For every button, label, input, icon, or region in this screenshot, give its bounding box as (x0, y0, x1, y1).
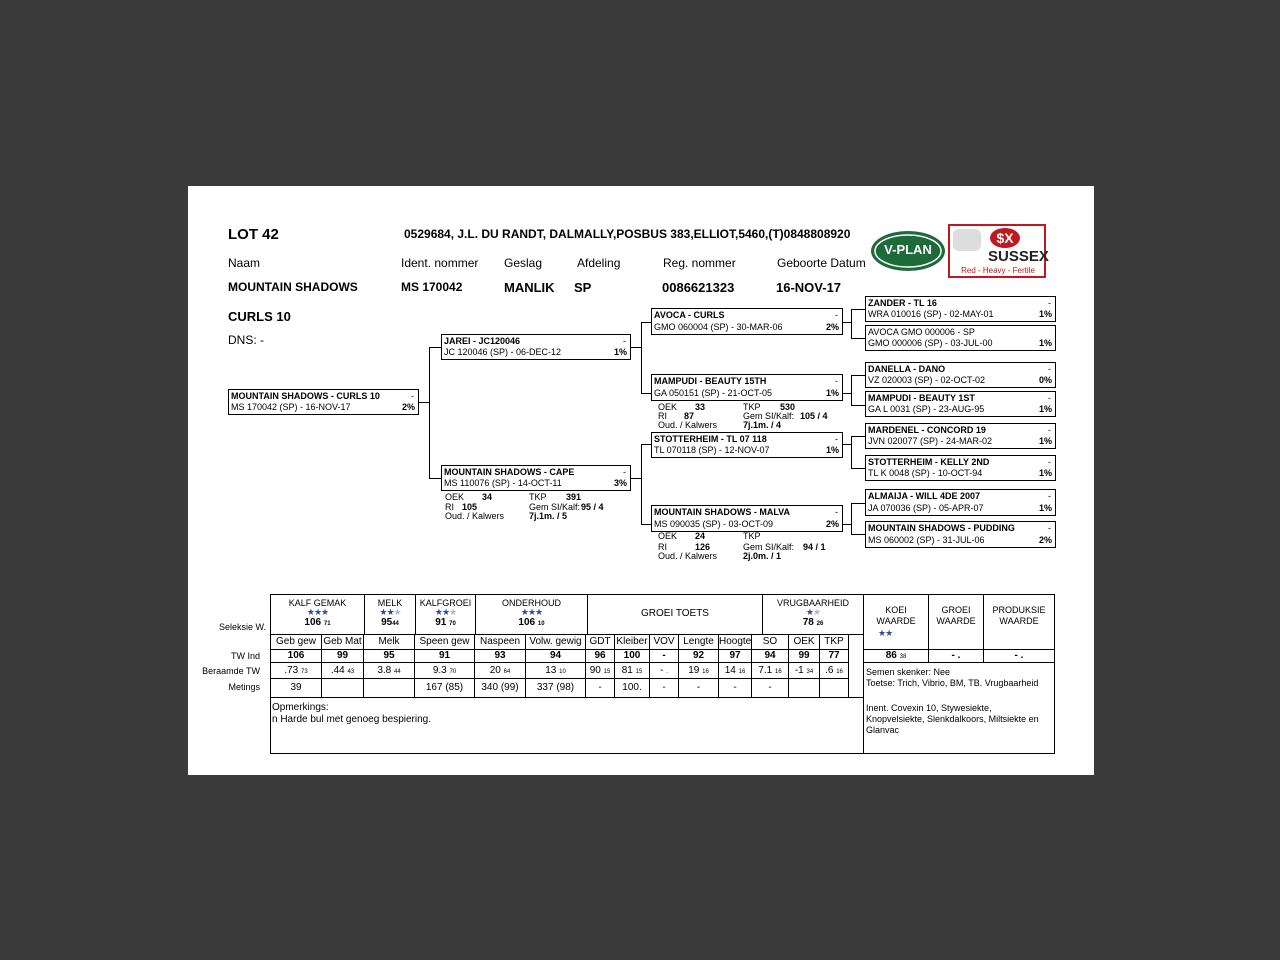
pedigree-dsd: STOTTERHEIM - KELLY 2ND - TL K 0048 (SP) - 10-OCT-94 1% (865, 455, 1056, 481)
twind-cell: 93 (474, 649, 526, 663)
row-label-metings: Metings (228, 682, 260, 692)
metings-cell: - (585, 678, 615, 698)
pedigree-sire: JAREI - JC120046 - JC 120046 (SP) - 06-DEC-12 1% (441, 334, 631, 360)
metings-cell: 167 (85) (414, 678, 475, 698)
pedigree-dds: ALMAIJA - WILL 4DE 2007 - JA 070036 (SP) - 05-APR-07 1% (865, 489, 1056, 516)
col-header: Kleiber (614, 634, 650, 650)
metings-cell (819, 678, 849, 698)
pedigree-ddd: MOUNTAIN SHADOWS - PUDDING - MS 060002 (SP) - 31-JUL-06 2% (865, 521, 1056, 548)
catalogue-sheet: LOT 42 0529684, J.L. DU RANDT, DALMALLY,POSBUS 383,ELLIOT,5460,(T)0848808920 Naam Ident. nommer Geslag Afdeling Reg. nommer Geboorte Datum MOUNTAIN SHADOWS MS 170042 MANLIK SP 0086621323 16-NOV-17 CURLS 10 DNS: - V-PLAN $X SUSSEX Red - Heavy - Fertile MOUNTAIN SHADOWS - CURLS 10 - MS 170042 (SP) - 16-NOV-17 2% JAREI - JC120046 - JC 120046 (SP) - 06-DEC-12 1% MOUNTAIN SHADOWS - CAPE - MS 110076 (SP) - 14-OCT-11 3% AVOCA - CURLS - GMO 060004 (SP) - 30-MAR-06 2% MAMPUDI - BEAUTY 15TH - GA 050151 (SP) - 21-OCT-05 1% STOTTERHEIM - TL 07 118 - TL 070118 (SP) - 12-NOV-07 1% MOUNTAIN SHADOWS - MALVA - MS 090035 (SP) - 03-OCT-09 2% ZANDER - TL 16 - WRA 010016 (SP) - 02-MAY-01 1% AVOCA GMO 000006 - SP GMO 000006 (SP) - 03-JUL-00 1% DANELLA - DANO - VZ 020003 (SP) - 02-OCT-02 0% MAMPUDI - BEAUTY 1ST - GA L 0031 (SP) - 23-AUG-95 1% MARDENEL - CONCORD 19 - JVN 020077 (SP) - 24-MAR-02 1% STOTTERHEIM - KELLY 2ND - TL K 0048 (SP) - 10-OCT-94 1% ALMAIJA - WILL 4DE 2007 - JA 070036 (SP) - 05-APR-07 1% MOUNTAIN SHADOWS - PUDDING - MS 060002 (SP) - 31-JUL-06 2% OEK 33 TKP 530 RI 87 Gem SI/Kalf: 105 / 4 Oud. / Kalwers 7j.1m. / 4 OEK 34 TKP 391 RI 105 Gem SI/Kalf: 95 / 4 Oud. / Kalwers 7j.1m. / 5 OEK 24 TKP RI 126 Gem SI/Kalf: 94 / 1 Oud. / Kalwers 2j.0m. / 1 Seleksie W. TW Ind Beraamde TW Metings Geb gew Geb Mat Melk Speen gew Naspeen Volw. gewig GDT Kleiber VOV Lengte Hoogte SO OEK TKP 106 99 95 91 93 94 96 100 - 92 97 94 99 77 .73 73 .44 43 3.8 44 9.3 70 20 64 13 10 90 15 81 15 - . 19 16 14 16 7.1 16 -1 34 .6 16 39 167 (85) 340 (99) 337 (98) - 100. - - - - KALF GEMAK ★★★ 106 71 MELK ★★★ 9544 KALFGROEI ★★★ 91 70 ONDERHOUD ★★★ 106 10 GROEI TOETS VRUGBAARHEID ★★ 78 26 KOEI WAARDE ★★ GROEI WAARDE PRODUKSIE WAARDE 86 38 - . - . Opmerkings: n Harde bul met genoeg bespiering. Semen skenker: Nee Toetse: Trich, Vibrio, BM, TB. Vrugbaarheid Inent. Covexin 10, Stywesiekte, Knopvelsiekte, Slenkdalkoors, Miltsiekte en Glanvac (188, 186, 1094, 775)
bull-head-icon (953, 229, 981, 251)
metings-cell (363, 678, 415, 698)
col-header: Volw. gewig (525, 634, 586, 650)
beraamde-cell: .73 73 (270, 662, 322, 679)
metings-cell: 340 (99) (474, 678, 526, 698)
metings-cell: - (751, 678, 789, 698)
label-ident: Ident. nommer (401, 256, 479, 270)
col-header: Geb Mat (321, 634, 364, 650)
value-reg: 0086621323 (662, 280, 735, 295)
opmerkings-box (270, 697, 864, 754)
pedigree-dam: MOUNTAIN SHADOWS - CAPE - MS 110076 (SP) - 14-OCT-11 3% (441, 465, 631, 491)
beraamde-cell: 14 16 (718, 662, 752, 679)
metings-cell (788, 678, 820, 698)
group-kalfgroei: KALFGROEI ★★★ 91 70 (415, 594, 476, 635)
produksie-twind-cell: - . (983, 649, 1055, 663)
sussex-badge: $X (990, 228, 1020, 248)
vplan-text: V-PLAN (884, 242, 932, 257)
row-label-beraamde: Beraamde TW (202, 666, 260, 676)
opmerkings-title: Opmerkings: (272, 702, 329, 713)
groei-twind-cell: - . (928, 649, 984, 663)
opmerkings-text: n Harde bul met genoeg bespiering. (272, 714, 431, 725)
beraamde-cell: 81 15 (614, 662, 650, 679)
label-reg: Reg. nommer (663, 256, 736, 270)
sussex-tagline: Red - Heavy - Fertile (961, 266, 1035, 275)
inent-text: Inent. Covexin 10, Stywesiekte, Knopvelsiekte, Slenkdalkoors, Miltsiekte en Glanvac (866, 703, 1039, 735)
col-header: SO (751, 634, 789, 650)
twind-cell: 92 (678, 649, 719, 663)
group-kalf-gemak: KALF GEMAK ★★★ 106 71 (270, 594, 365, 635)
col-header: Hoogte (718, 634, 752, 650)
pedigree-dam-sire: STOTTERHEIM - TL 07 118 - TL 070118 (SP) - 12-NOV-07 1% (651, 432, 843, 458)
beraamde-cell: 7.1 16 (751, 662, 789, 679)
twind-cell: 94 (751, 649, 789, 663)
pedigree-sss: ZANDER - TL 16 - WRA 010016 (SP) - 02-MAY-01 1% (865, 296, 1056, 322)
pedigree-dam-dam: MOUNTAIN SHADOWS - MALVA - MS 090035 (SP) - 03-OCT-09 2% (651, 505, 843, 532)
twind-cell: 96 (585, 649, 615, 663)
metings-cell: - (718, 678, 752, 698)
sussex-text: SUSSEX (988, 248, 1049, 265)
twind-cell: 100 (614, 649, 650, 663)
beraamde-cell: -1 34 (788, 662, 820, 679)
owner-line: 0529684, J.L. DU RANDT, DALMALLY,POSBUS 383,ELLIOT,5460,(T)0848808920 (404, 227, 851, 241)
metings-cell: 337 (98) (525, 678, 586, 698)
beraamde-cell: 19 16 (678, 662, 719, 679)
label-afdeling: Afdeling (577, 256, 621, 270)
label-naam: Naam (228, 256, 261, 270)
twind-cell: - (649, 649, 679, 663)
beraamde-cell: - . (649, 662, 679, 679)
pedigree-self: MOUNTAIN SHADOWS - CURLS 10 - MS 170042 (SP) - 16-NOV-17 2% (228, 389, 419, 415)
beraamde-cell: .6 16 (819, 662, 849, 679)
group-melk: MELK ★★★ 9544 (364, 594, 416, 635)
beraamde-cell: 20 64 (474, 662, 526, 679)
group-vrugbaarheid: VRUGBAARHEID ★★ 78 26 (762, 594, 864, 635)
twind-cell: 95 (363, 649, 415, 663)
metings-cell: 39 (270, 678, 322, 698)
semen-text: Semen skenker: Nee (866, 667, 951, 677)
value-geboorte: 16-NOV-17 (776, 280, 842, 295)
col-header: Lengte (678, 634, 719, 650)
twind-cell: 99 (788, 649, 820, 663)
twind-cell: 77 (819, 649, 849, 663)
group-produksie-waarde: PRODUKSIE WAARDE (983, 594, 1055, 650)
pedigree-sdd: MAMPUDI - BEAUTY 1ST - GA L 0031 (SP) - 23-AUG-95 1% (865, 391, 1056, 417)
group-koei-waarde: KOEI WAARDE ★★ (863, 594, 929, 650)
col-header: VOV (649, 634, 679, 650)
twind-cell: 91 (414, 649, 475, 663)
value-afdeling: SP (574, 280, 592, 295)
pedigree-sire-sire: AVOCA - CURLS - GMO 060004 (SP) - 30-MAR-06 2% (651, 308, 843, 335)
col-header: Naspeen (474, 634, 526, 650)
col-header: OEK (788, 634, 820, 650)
beraamde-cell: 13 10 (525, 662, 586, 679)
health-info-box (863, 662, 1055, 754)
beraamde-cell: 9.3 70 (414, 662, 475, 679)
toetse-text: Toetse: Trich, Vibrio, BM, TB. Vrugbaarheid (866, 678, 1039, 688)
pedigree-sire-dam: MAMPUDI - BEAUTY 15TH - GA 050151 (SP) - 21-OCT-05 1% (651, 374, 843, 401)
col-header: Melk (363, 634, 415, 650)
col-header: GDT (585, 634, 615, 650)
value-geslag: MANLIK (504, 280, 555, 295)
group-groei-waarde: GROEI WAARDE (928, 594, 984, 650)
dns-label: DNS: - (228, 333, 264, 347)
beraamde-cell: 3.8 44 (363, 662, 415, 679)
sussex-logo (948, 224, 1049, 278)
pedigree-sds: DANELLA - DANO - VZ 020003 (SP) - 02-OCT-02 0% (865, 362, 1056, 388)
col-header: TKP (819, 634, 849, 650)
row-label-seleksie: Seleksie W. (218, 622, 266, 632)
value-naam: MOUNTAIN SHADOWS (228, 280, 358, 294)
pedigree-ssd: AVOCA GMO 000006 - SP GMO 000006 (SP) - 03-JUL-00 1% (865, 325, 1056, 351)
twind-cell: 94 (525, 649, 586, 663)
label-geboorte: Geboorte Datum (777, 256, 866, 270)
metings-cell: - (649, 678, 679, 698)
label-geslag: Geslag (504, 256, 543, 270)
metings-cell: - (678, 678, 719, 698)
group-groei-toets: GROEI TOETS (587, 594, 763, 635)
koei-twind-cell: 86 38 (863, 649, 929, 663)
metings-cell (321, 678, 364, 698)
beraamde-cell: .44 43 (321, 662, 364, 679)
metings-cell: 100. (614, 678, 650, 698)
vplan-logo (870, 230, 946, 272)
lot-number: LOT 42 (228, 226, 279, 243)
col-header: Speen gew (414, 634, 475, 650)
value-ident: MS 170042 (401, 280, 463, 294)
twind-cell: 99 (321, 649, 364, 663)
group-onderhoud: ONDERHOUD ★★★ 106 10 (475, 594, 588, 635)
col-header: Geb gew (270, 634, 322, 650)
pedigree-dss: MARDENEL - CONCORD 19 - JVN 020077 (SP) - 24-MAR-02 1% (865, 423, 1056, 449)
row-label-twind: TW Ind (230, 651, 260, 661)
twind-cell: 106 (270, 649, 322, 663)
beraamde-cell: 90 15 (585, 662, 615, 679)
twind-cell: 97 (718, 649, 752, 663)
animal-name-2: CURLS 10 (228, 309, 291, 324)
